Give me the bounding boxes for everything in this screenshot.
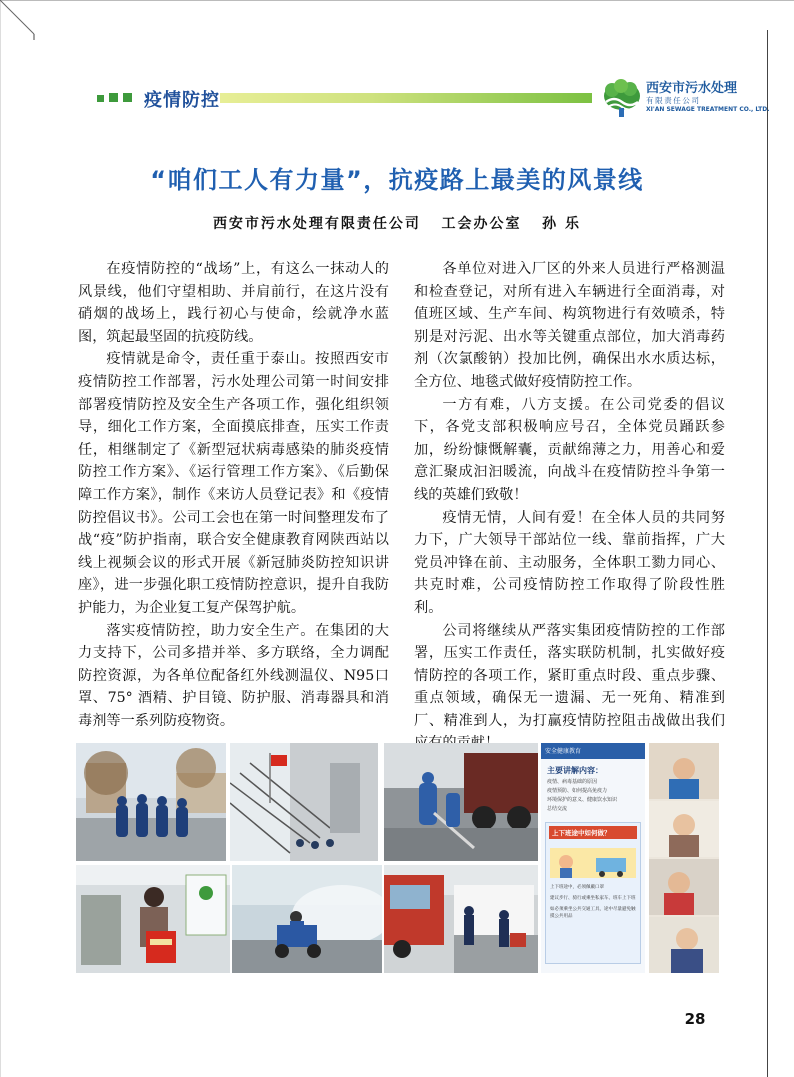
photo-workers-walking — [76, 743, 226, 861]
article-byline: 西安市污水处理有限责任公司 工会办公室 孙 乐 — [212, 216, 582, 232]
poster-banner: 上下班途中如何做？ — [549, 826, 637, 839]
header-gradient-bar — [220, 93, 592, 103]
paragraph: 疫情就是命令，责任重于泰山。按照西安市疫情防控工作部署，污水处理公司第一时间安排部署疫情防控及安全生产各项工作，强化组织领导，细化工作方案，全面摸底排查，压实工作责任，相继制定了《新型冠状病毒感染的肺炎疫情防控工作方案》、《运行管理工作方案》、《后勤保障工作方案》，制作《来访人员登记表》和《疫情防控倡议书》。公司工会也在第一时间整理发布了战“疫”防护指南，联合安全健康教育网陕西站以线上视频会议的形式开展《新冠肺炎防控知识讲座》，进一步强化职工疫情防控意识，提升自我防护能力，为企业复工复产保驾护航。 — [78, 351, 389, 616]
poster-heading: 主要讲解内容： — [547, 766, 603, 775]
page-number: 28 — [684, 1010, 706, 1028]
logo-suffix-cn: 有限责任公司 — [646, 96, 701, 105]
paragraph: 疫情无情，人间有爱！在全体人员的共同努力下，广大领导干部站位一线、靠前指挥，广大党员冲锋在前、主动服务，全体职工勠力同心、共克时难，公司疫情防控工作取得了阶段性胜利。 — [414, 509, 725, 616]
poster-item: 总结交流 — [547, 806, 568, 812]
article-column-right — [414, 258, 725, 755]
poster-tip: 建议步行、骑行或乘坐私家车、班车上下班 — [550, 896, 636, 901]
photo-collage — [76, 743, 719, 973]
photo-gate-checkpoint — [384, 865, 538, 973]
paragraph: 落实疫情防控，助力安全生产。在集团的大力支持下，公司多措并举、多方联络，全力调配防控资源，为各单位配备红外线测温仪、N95口罩、75° 酒精、护目镜、防护服、消毒器具和消毒剂等一系列防疫物资。 — [78, 622, 389, 729]
logo-name-en: XI'AN SEWAGE TREATMENT CO., LTD. — [646, 106, 770, 113]
poster-health-education — [541, 743, 645, 973]
poster-item: 环境保护的意义、健康饮水知识 — [547, 797, 618, 803]
logo-name-cn: 西安市污水处理 — [646, 81, 738, 96]
photo-spray-vehicle — [232, 865, 382, 973]
article-column-left — [78, 258, 389, 732]
poster-tip: 如必须乘坐公共交通工具，途中尽量避免触摸公共用品 — [550, 907, 636, 919]
commute-illustration-icon — [546, 842, 640, 882]
photo-disinfecting-vehicles — [384, 743, 538, 861]
poster-tip: 上下班途中，必须佩戴口罩 — [550, 885, 604, 890]
header-decoration-squares — [97, 93, 132, 102]
poster-brand: 安全健康教育 — [541, 743, 645, 759]
section-label: 疫情防控 — [144, 90, 220, 111]
paragraph: 各单位对进入厂区的外来人员进行严格测温和检查登记，对所有进入车辆进行全面消毒，对值班区域、生产车间、构筑物进行有效喷杀，特别是对污泥、出水等关键重点部位，加大消毒药剂（次氯酸钠）投加比例，确保出水水质达标，全方位、地毯式做好疫情防控工作。 — [414, 261, 725, 390]
company-logo-text — [646, 82, 770, 113]
poster-item: 疫情预防、如何提高免疫力 — [547, 788, 608, 794]
page-frame-top — [0, 0, 794, 1]
photo-donation-box — [76, 865, 230, 973]
photo-strip-portraits — [649, 743, 719, 973]
paragraph: 公司将继续从严落实集团疫情防控的工作部署，压实工作责任，落实联防机制，扎实做好疫情防控的各项工作，紧盯重点时段、重点步骤、重点领域，确保无一遗漏、无一死角、精准到厂、精准到人，为打赢疫情防控阻击战做出我们 — [414, 622, 725, 729]
poster-commute-guide — [545, 822, 641, 964]
poster-item: 疫情、病毒基础的原因 — [547, 779, 598, 785]
photo-flag-building — [230, 743, 378, 861]
page-corner-fold — [0, 0, 40, 40]
article-title: “咱们工人有力量”，抗疫路上最美的风景线 — [150, 166, 644, 194]
paragraph: 在疫情防控的“战场”上，有这么一抹动人的风景线，他们守望相助、并肩前行，在这片没有硝烟的战场上，践行初心与使命，绘就净水蓝图，筑起最坚固的抗疫防线。 — [78, 261, 389, 345]
paragraph: 一方有难，八方支援。在公司党委的倡议下，各党支部积极响应号召，全体党员踊跃参加，纷纷慷慨解囊，贡献绵薄之力，用善心和爱意汇聚成汩汩暖流，向战斗在疫情防控斗争第一线的英雄们致敬！ — [414, 396, 725, 503]
